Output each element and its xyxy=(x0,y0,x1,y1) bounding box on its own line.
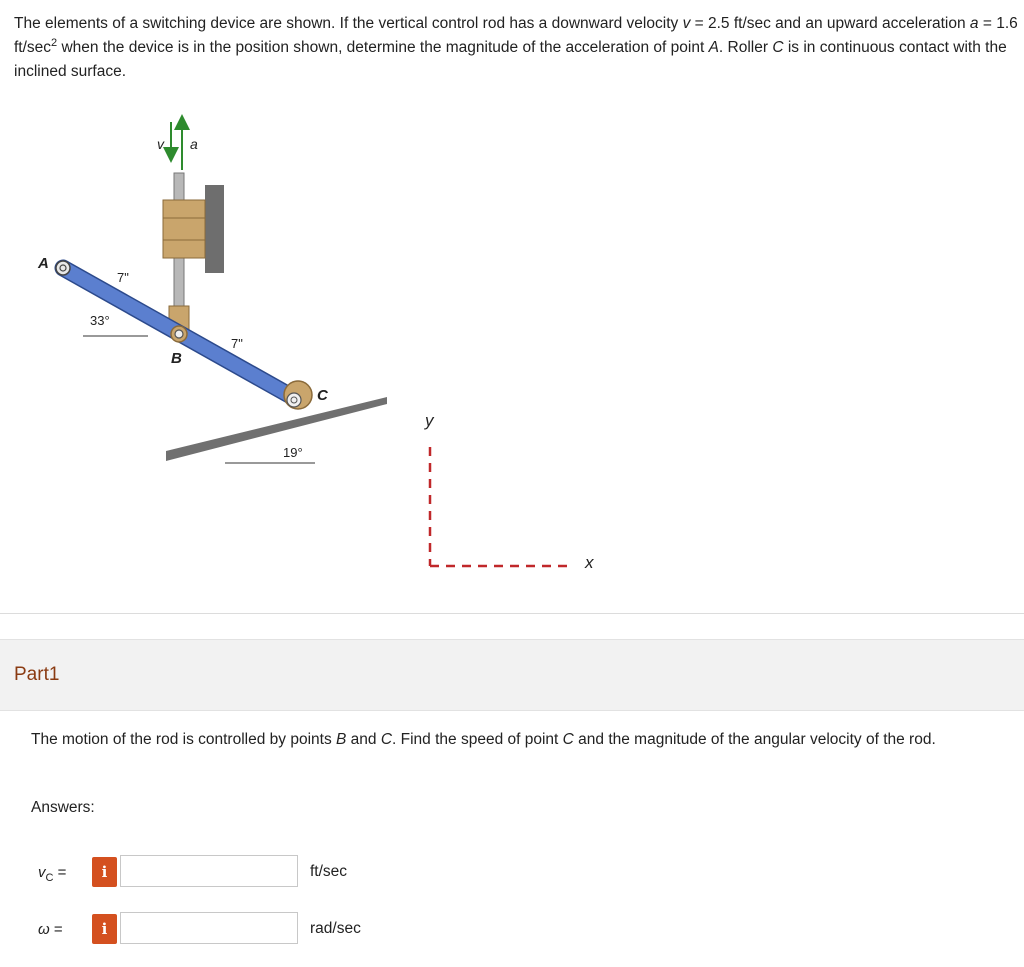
question-text xyxy=(31,728,991,752)
question-segment: and the magnitude of the angular velocity of the rod. xyxy=(573,731,936,748)
label-v: v xyxy=(157,136,164,152)
answers-label: Answers: xyxy=(31,799,95,816)
symbol-v: v xyxy=(682,15,691,32)
info-button[interactable]: i xyxy=(92,857,117,887)
problem-text: . Roller xyxy=(718,39,773,56)
label-C: C xyxy=(317,387,328,404)
label-a: a xyxy=(190,136,198,152)
point-a-ref: A xyxy=(708,39,719,56)
question-segment: The motion of the rod is controlled by points xyxy=(31,731,336,748)
length-bc: 7" xyxy=(231,336,243,351)
part-title: Part1 xyxy=(14,664,60,685)
point-b-ref: B xyxy=(336,731,347,748)
pin-a xyxy=(56,261,70,275)
guide-collar xyxy=(163,200,205,258)
wall xyxy=(205,185,224,273)
symbol-a: a xyxy=(969,15,979,32)
label-B: B xyxy=(171,350,182,367)
inclined-surface xyxy=(166,397,387,461)
vc-input[interactable] xyxy=(120,855,298,887)
point-c-ref: C xyxy=(772,39,784,56)
roller-c-hub xyxy=(287,393,301,407)
omega-input[interactable] xyxy=(120,912,298,944)
angle-incline: 19° xyxy=(283,445,303,460)
problem-text: when the device is in the position shown, determine the magnitude of the acceleration of point xyxy=(57,39,709,56)
question-segment: . Find the speed of point xyxy=(392,731,563,748)
answer-row-vc xyxy=(31,855,431,891)
problem-text: The elements of a switching device are shown. If the vertical control rod has a downward velocity xyxy=(14,15,683,32)
unit-label: ft/sec xyxy=(310,863,348,880)
problem-text: = 2.5 ft/sec and an upward acceleration xyxy=(690,15,970,32)
pin-b-center xyxy=(175,330,183,338)
answer-variable xyxy=(38,864,66,884)
answer-variable xyxy=(38,921,63,938)
question-segment: and xyxy=(346,731,381,748)
axis-x-label: x xyxy=(585,553,594,572)
problem-text: = 1.6 ft/sec xyxy=(14,15,1018,56)
length-ab: 7" xyxy=(117,270,129,285)
equals-sign: = xyxy=(49,921,63,938)
answer-row-omega xyxy=(31,912,431,948)
exponent: 2 xyxy=(51,36,58,49)
point-c-ref: C xyxy=(562,731,574,748)
point-c-ref: C xyxy=(380,731,393,748)
var-symbol: v xyxy=(38,864,46,881)
problem-text: is in continuous contact with the inclined surface. xyxy=(14,39,1007,80)
unit-label: rad/sec xyxy=(310,920,361,937)
switching-device-figure xyxy=(0,100,700,590)
var-symbol: ω xyxy=(38,921,50,938)
info-button[interactable]: i xyxy=(92,914,117,944)
var-subscript: C xyxy=(45,872,54,884)
equals-sign: = xyxy=(53,864,67,881)
angle-rod: 33° xyxy=(90,313,110,328)
problem-statement xyxy=(14,12,1018,84)
label-A: A xyxy=(38,255,49,272)
section-divider xyxy=(0,613,1024,614)
part-header xyxy=(0,639,1024,711)
axis-y-label: y xyxy=(425,411,434,430)
